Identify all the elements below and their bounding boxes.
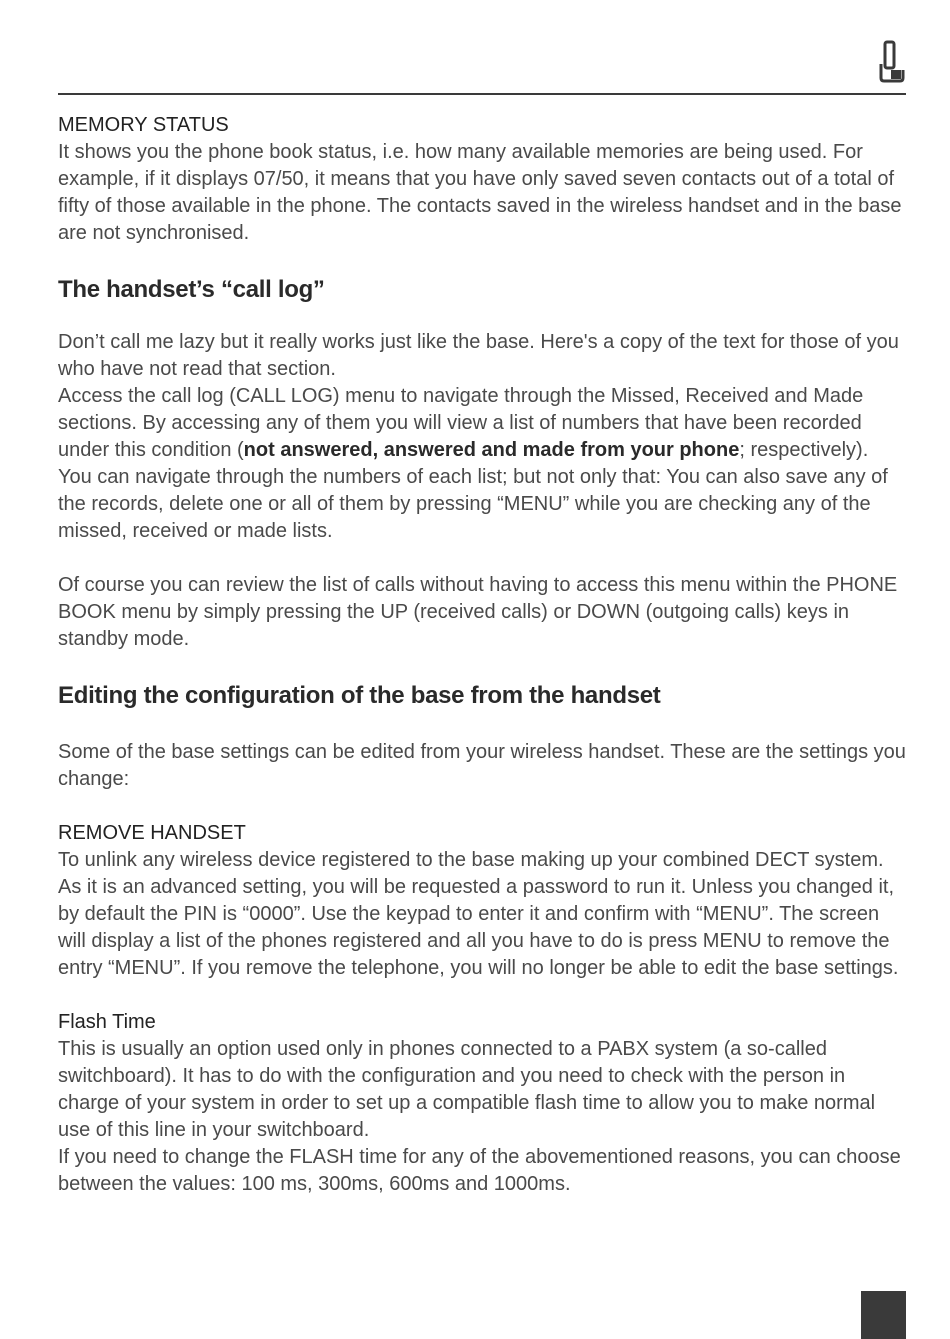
- page-tab-marker: [861, 1291, 906, 1339]
- call-log-access-bold: not answered, answered and made from your phone: [243, 439, 740, 461]
- call-log-access-after: ; respectively).: [739, 439, 869, 461]
- call-log-heading: The handset’s “call log”: [58, 276, 325, 303]
- call-log-review: Of course you can review the list of calls without having to access this menu within the PHONE BOOK menu by simply pressing the UP (received calls) or DOWN (outgoing calls) keys in standby mode.: [58, 574, 898, 650]
- call-log-access: [58, 383, 908, 464]
- flash-time-values: If you need to change the FLASH time for any of the abovementioned reasons, you can choose between the values: 100 ms, 300ms, 600ms and 1000ms.: [58, 1146, 901, 1195]
- editing-intro: Some of the base settings can be edited from your wireless handset. These are the settings you change:: [58, 741, 906, 790]
- flash-time-title: Flash Time: [58, 1011, 156, 1033]
- header-rule: [58, 93, 906, 95]
- handset-icon: [878, 40, 906, 84]
- flash-time-text: This is usually an option used only in phones connected to a PABX system (a so-called switchboard). It has to do with the configuration and you need to check with the person in charge of your system in order to set up a compatible flash time to allow you to make normal use of this line in your switchboard.: [58, 1038, 876, 1141]
- memory-status-title: MEMORY STATUS: [58, 114, 229, 136]
- call-log-navigate: You can navigate through the numbers of each list; but not only that: You can also save any of the records, delete one or all of them by pressing “MENU” while you are checking any of the missed, received or made lists.: [58, 466, 888, 542]
- call-log-intro: Don’t call me lazy but it really works just like the base. Here's a copy of the text for those of you who have not read that section.: [58, 331, 899, 380]
- call-log-access-before: Access the call log (CALL LOG) menu to navigate through the Missed, Received and Made sections. By accessing any of them you will view a list of numbers that have been recorded under this condition (: [58, 385, 864, 461]
- page-content: [58, 112, 908, 1198]
- remove-handset-title: REMOVE HANDSET: [58, 822, 246, 844]
- memory-status-text: It shows you the phone book status, i.e. how many available memories are being used. For example, if it displays 07/50, it means that you have only saved seven contacts out of a total of fifty of those available in the phone. The contacts saved in the wireless handset and in the base are not synchronised.: [58, 141, 902, 244]
- editing-heading: Editing the configuration of the base from the handset: [58, 682, 661, 709]
- remove-handset-text: To unlink any wireless device registered to the base making up your combined DECT system. As it is an advanced setting, you will be requested a password to run it. Unless you changed it, by default the PIN is “0000”. Use the keypad to enter it and confirm with “MENU”. The screen will display a list of the phones registered and all you have to do is press MENU to remove the entry “MENU”. If you remove the telephone, you will no longer be able to edit the base settings.: [58, 849, 899, 979]
